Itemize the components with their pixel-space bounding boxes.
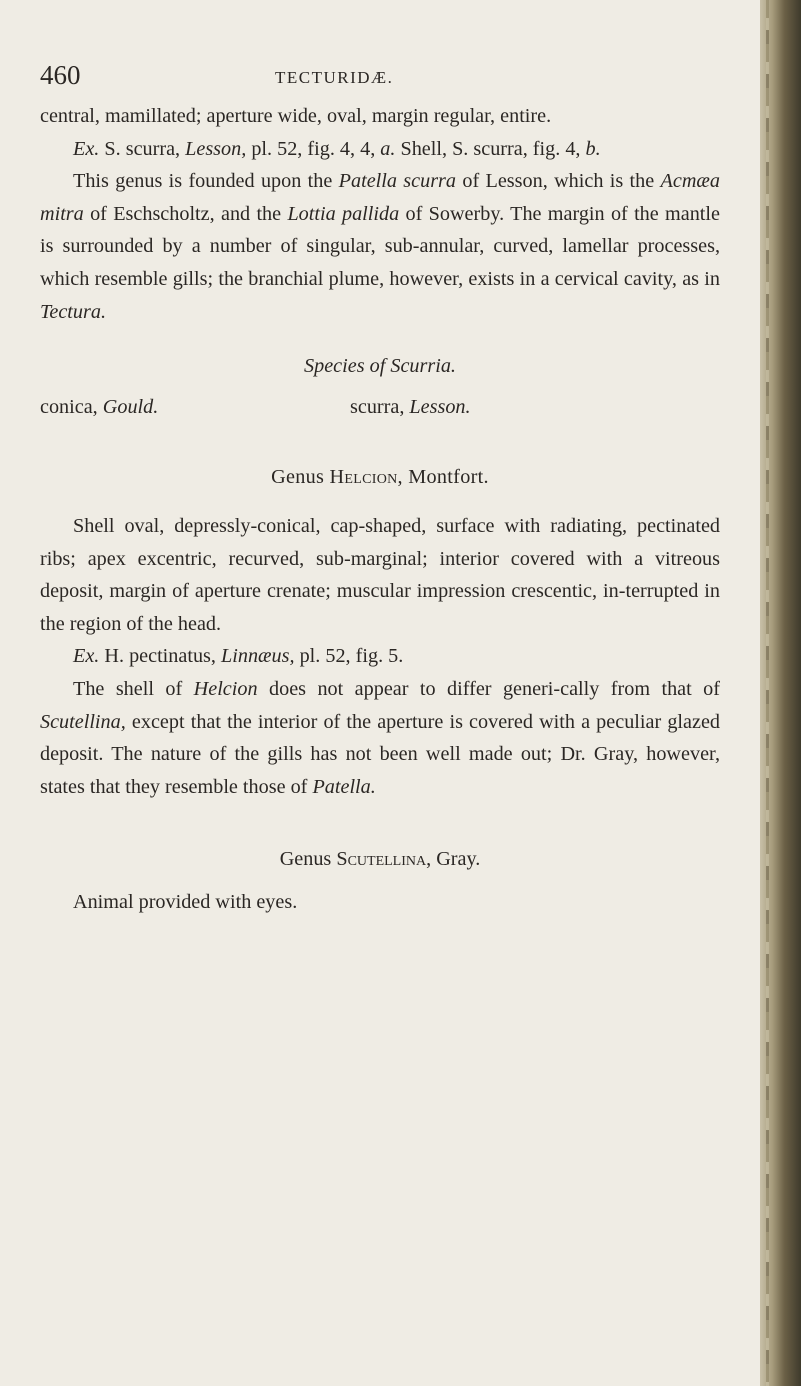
example-label: Ex. bbox=[73, 645, 100, 668]
page-body bbox=[40, 100, 720, 918]
taxon-tectura: Tectura. bbox=[40, 300, 106, 323]
running-title: TECTURIDÆ. bbox=[275, 68, 394, 87]
species-heading: Species of Scurria. bbox=[304, 355, 456, 378]
page-number: 460 bbox=[40, 60, 81, 90]
example-helcion: Ex. H. pectinatus, Linnæus, pl. 52, fig. 5. bbox=[73, 645, 404, 668]
genus-heading-scutellina: Genus Scutellina, Gray. bbox=[279, 848, 481, 871]
species-item: conica, Gould. bbox=[40, 395, 159, 418]
taxon-helcion: Helcion bbox=[193, 677, 258, 700]
paragraph-helcion-description: Shell oval, depressly-conical, cap-shaped, surface with radiating, pectinated ribs; apex excentric, recurved, sub-marginal; interior covered with a vitreous deposit, margin of aperture crenate; muscular impression crescentic, in-terrupted in the region of the head. bbox=[40, 514, 720, 635]
genus-heading-helcion: Genus Helcion, Montfort. bbox=[271, 466, 489, 489]
example-label: Ex. bbox=[73, 137, 100, 160]
taxon-patella-scurra: Patella scurra bbox=[338, 170, 457, 193]
author-linnaeus: Linnæus, bbox=[221, 645, 295, 668]
page-header bbox=[40, 60, 720, 100]
author-lesson: Lesson, bbox=[185, 137, 247, 160]
taxon-scutellina: Scutellina, bbox=[40, 710, 126, 733]
species-list bbox=[40, 391, 720, 424]
example-scurria: Ex. S. scurra, Lesson, pl. 52, fig. 4, 4, a. Shell, S. scurra, fig. 4, b. bbox=[73, 137, 601, 160]
paragraph-description-end: central, mamillated; aperture wide, oval, margin regular, entire. bbox=[40, 105, 552, 127]
taxon-lottia-pallida: Lottia pallida bbox=[287, 202, 400, 225]
taxon-patella: Patella. bbox=[312, 775, 376, 798]
species-item: scurra, Lesson. bbox=[350, 395, 471, 418]
paragraph-helcion-remarks: The shell of Helcion does not appear to differ generi-cally from that of Scutellina, except that the interior of the aperture is covered with a peculiar glazed deposit. The nature of the gills has not been well made out; Dr. Gray, however, states that they resemble those of Patella. bbox=[40, 677, 720, 798]
page-edge-binding bbox=[760, 0, 801, 1386]
paragraph-scurria-genus: This genus is founded upon the Patella scurra of Lesson, which is the Acmæa mitra of Eschscholtz, and the Lottia pallida of Sowerby. The margin of the mantle is surrounded by a number of singular, sub-annular, curved, lamellar processes, which resemble gills; the branchial plume, however, exists in a cervical cavity, as in Tectura. bbox=[40, 170, 720, 323]
taxon-acmaea-mitra: Acmæa mitra bbox=[40, 170, 720, 225]
paragraph-scutellina-animal: Animal provided with eyes. bbox=[73, 890, 298, 913]
